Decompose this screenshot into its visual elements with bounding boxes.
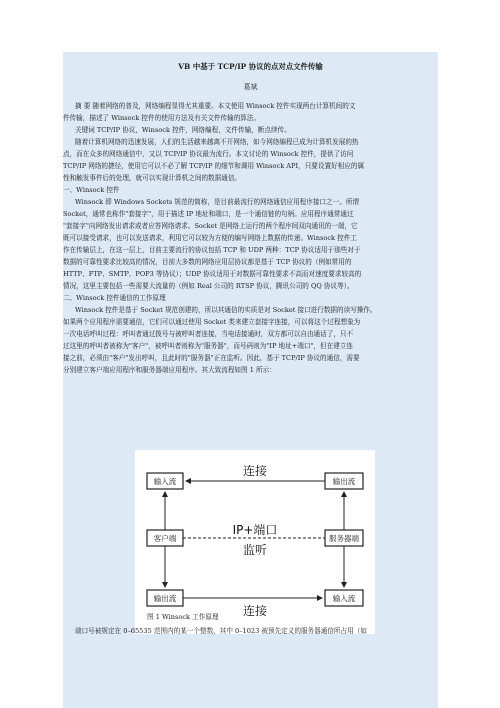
body-line: HTTP、FTP、SMTP、POP3 等协议）；UDP 协议适用于对数据可靠性要求不高而对速度要求较高的 xyxy=(63,270,362,278)
abstract-line: 摘 要 随着网络的普及，网络编程显得尤其重要。本文使用 Winsock 控件实现两台计算机间的文 xyxy=(75,102,356,110)
body-line: 性和触发事件后的处理，就可以实现计算机之间的数据通信。 xyxy=(63,174,242,182)
body-line: 接之前，必须由"客户"发出呼叫，且此时的"服务器"正在监听。因此，基于 TCP/IP 协议的通信，需要 xyxy=(63,354,360,362)
input-stream-left-label: 输入流 xyxy=(153,477,177,486)
body-line: TCP/IP 网络的捷径，使用它可以不必了解 TCP/IP 的细节和调用 Winsock API，只要设置好相应的属 xyxy=(63,162,365,170)
paper-title: VB 中基于 TCP/IP 协议的点对点文件传输 xyxy=(178,62,323,71)
body-line: 情况，这里主要包括一些需要大流量的（例如 Real 公司的 RTSP 协议，腾讯公司的 QQ 协议等）。 xyxy=(63,282,354,290)
input-stream-right-label: 输入流 xyxy=(332,594,356,603)
output-stream-right-label: 输出流 xyxy=(332,477,356,486)
abstract-line: 件传输，描述了 Winsock 控件的使用方法及有关文件传输的算法。 xyxy=(63,114,261,122)
body-line: 既可以接受请求，也可以发送请求，利用它可以较为方便的编写网络上数据的传递。Winsock 控件工 xyxy=(63,234,357,242)
section-heading: 一、Winsock 控件 xyxy=(63,186,120,194)
client-label: 客户端 xyxy=(153,534,177,543)
output-stream-left-label: 输出流 xyxy=(153,594,177,603)
body-line: 作在传输层上，在这一层上，目前主要流行的协议包括 TCP 和 UDP 两种：TCP 协议适用于那些对于 xyxy=(63,246,361,254)
body-line: Socket，通常也称作"套接字"，用于描述 IP 地址和端口，是一个通信链的句柄。应用程序通常通过 xyxy=(63,210,354,218)
body-line: 点，而在众多的网络通信中，又以 TCP/IP 协议最为流行。本文讨论的 Winsock 控件，提供了访问 xyxy=(63,150,354,158)
document-page xyxy=(63,52,438,708)
body-line: 数据的可靠性要求比较高的情况，目前大多数的网络应用层协议都是基于 TCP 协议的（例如常用的 xyxy=(63,258,352,266)
body-line: 端口号被规定在 0–65535 范围内的某一个整数，其中 0–1023 被预先定义的服务器通信所占用（如 xyxy=(75,627,367,635)
body-line: "套接字"向网络发出请求或者应答网络请求。Socket 是网络上运行的两个程序间双向通讯的一端，它 xyxy=(63,222,358,230)
connect-top-label: 连接 xyxy=(242,464,268,478)
figure-caption: 图 1 Winsock 工作原理 xyxy=(147,613,219,621)
ip-port-label: IP+端口 xyxy=(232,523,278,537)
author-name: 葛斌 xyxy=(243,83,258,91)
keywords-line: 关键词 TCP/IP 协议，Winsock 控件，网络编程，文件传输，断点续传。 xyxy=(75,126,291,134)
body-line: Winsock 控件是基于 Socket 规范创建的，所以其通信的实质是对 Socket 接口进行数据的读写操作。 xyxy=(75,306,377,314)
body-line: Winsock 即 Windows Sockets 规范的简称，是目前最流行的网络通信应用程序接口之一。所谓 xyxy=(75,198,360,206)
body-line: 随着计算机网络的迅速发展，人们的生活越来越离不开网络，如今网络编程已成为计算机发展的热 xyxy=(75,138,359,146)
body-line: 过这里的呼叫者被称为"客户"，被呼叫者则称为"服务器"，而号码则为"IP 地址+端口"，但在建立连 xyxy=(63,342,354,350)
section-heading: 二、Winsock 控件通信的工作原理 xyxy=(63,294,166,302)
server-label: 服务器端 xyxy=(329,534,359,543)
winsock-diagram xyxy=(135,450,375,634)
connect-bottom-label: 连接 xyxy=(242,604,268,618)
body-line: 分别建立客户端应用程序和服务器端应用程序。其大致流程如图 1 所示： xyxy=(63,366,276,374)
listen-label: 监听 xyxy=(242,543,268,557)
body-line: 如果两个应用程序需要通信，它们可以通过使用 Socket 类来建立套接字连接，可以将这个过程想象为 xyxy=(63,318,361,326)
body-line: 一次电话呼叫过程：呼叫者通过拨号与被呼叫者连接，当电话接通时，双方都可以自由通话了，只不 xyxy=(63,330,354,338)
